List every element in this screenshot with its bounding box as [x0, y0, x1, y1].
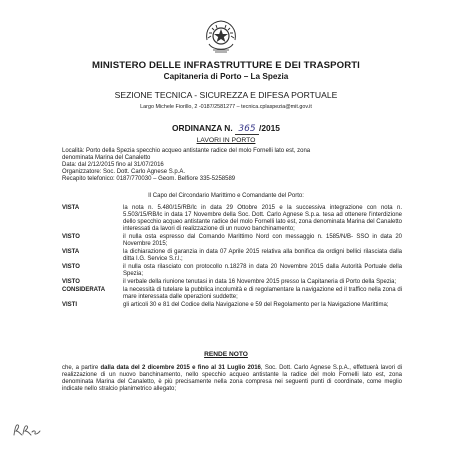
clause-row: [62, 249, 402, 263]
ordinance-heading: [0, 123, 452, 135]
clause-row: [62, 279, 402, 286]
final-paragraph: [62, 365, 402, 394]
ordinance-number: 365: [235, 124, 259, 135]
clause-key: CONSIDERATA: [62, 286, 106, 293]
clause-text: la nota n. 5.480/15/RB/lc in data 29 Ottobre 2015 e la successiva integrazione con nota n. 5.503/15/RB/lc in data 17 Novembre della Soc. Dott. Carlo Agnese S.p.a. tesa ad ottenere l'interdizione dello specchio acqueo antistante radice del molo Fornelli lato est, zona denominata Marina del Canaletto interessati da lavori di realizzazione di un nuovo banchinamento;: [123, 205, 402, 233]
clause-text: gli articoli 30 e 81 del Codice della Navigazione e 59 del Regolamento per la Navigazione Marittima;: [123, 301, 389, 308]
contact-line: Largo Michele Fiorillo, 2 -0187/2581277 – tecnica.cplaspezia@mit.gov.it: [140, 104, 312, 110]
intro-line: Il Capo del Circondario Marittimo e Comandante del Porto:: [148, 193, 304, 199]
clause-key: VISTA: [62, 249, 80, 256]
section-title: SEZIONE TECNICA - SICUREZZA E DIFESA PORTUALE: [114, 90, 338, 100]
info-block: [62, 148, 402, 183]
clause-row: [62, 287, 402, 301]
clause-key: VISTI: [62, 301, 78, 308]
republic-emblem-icon: [203, 16, 239, 56]
clause-row: [62, 234, 402, 248]
clause-text: il nulla osta rilasciato con protocollo n.18278 in data 20 Novembre 2015 dalla Autorità Portuale della Spezia;: [123, 264, 402, 278]
final-lead: che, a partire: [62, 365, 101, 371]
rende-noto-heading: RENDE NOTO: [204, 351, 248, 358]
clauses-list: [62, 205, 402, 309]
ordinance-subject: LAVORI IN PORTO: [196, 137, 256, 144]
info-organizzatore: Organizzatore: Soc. Dott. Carlo Agnese S.p.A.: [62, 169, 186, 176]
final-dates: dalla data del 2 dicembre 2015 e fino al 31 Luglio 2016: [100, 365, 261, 371]
clause-row: [62, 302, 402, 309]
ministry-title: MINISTERO DELLE INFRASTRUTTURE E DEI TRASPORTI: [92, 60, 360, 71]
clause-key: VISTO: [62, 264, 80, 271]
final-rest: , Soc. Dott. Carlo Agnese S.p.A., effettuerà lavori di realizzazione di un nuovo banchinamento, nello specchio acqueo antistante la radice del molo Fornelli lato est, zona denominata Marina del Canaletto, è più precisamente nella zona compresa nei seguenti punti di coordinate, come meglio indicate nello stralcio planimetrico allegato;: [62, 365, 402, 393]
clause-text: la dichiarazione di garanzia in data 07 Aprile 2015 relativa alla bonifica da ordigni bellici rilasciata dalla ditta I.G. Service S.r.l.;: [123, 249, 402, 263]
clause-key: VISTO: [62, 234, 80, 241]
clause-key: VISTO: [62, 278, 80, 285]
info-recapito: Recapito telefonico: 0187/770030 – Geom. Belfiore 335-5258589: [62, 176, 236, 183]
info-data: Data: dal 2/12/2015 fino al 31/07/2016: [62, 162, 164, 169]
clause-key: VISTA: [62, 205, 80, 211]
clause-text: il nulla osta espresso dal Comando Marittimo Nord con messaggio n. 1585/N/B- SSO in data 20 Novembre 2015;: [123, 234, 402, 248]
ordinance-prefix: ORDINANZA N.: [172, 123, 233, 133]
clause-text: il verbale della riunione tenutasi in data 16 Novembre 2015 presso la Capitaneria di Porto della Spezia;: [123, 278, 397, 285]
office-title: Capitaneria di Porto – La Spezia: [163, 72, 289, 81]
signature-initials-icon: [12, 420, 42, 438]
clause-text: la necessità di tutelare la pubblica incolumità e di regolamentare la navigazione ed il traffico nella zona di mare interessata dalle operazioni suddette;: [123, 286, 402, 300]
info-localita-cont: denominata Marina del Canaletto: [62, 155, 151, 162]
ordinance-year: /2015: [259, 123, 280, 133]
clause-row: [62, 205, 402, 234]
info-localita: Località: Porto della Spezia specchio acqueo antistante radice del molo Fornelli lato est, zona: [62, 148, 311, 154]
clause-row: [62, 264, 402, 278]
